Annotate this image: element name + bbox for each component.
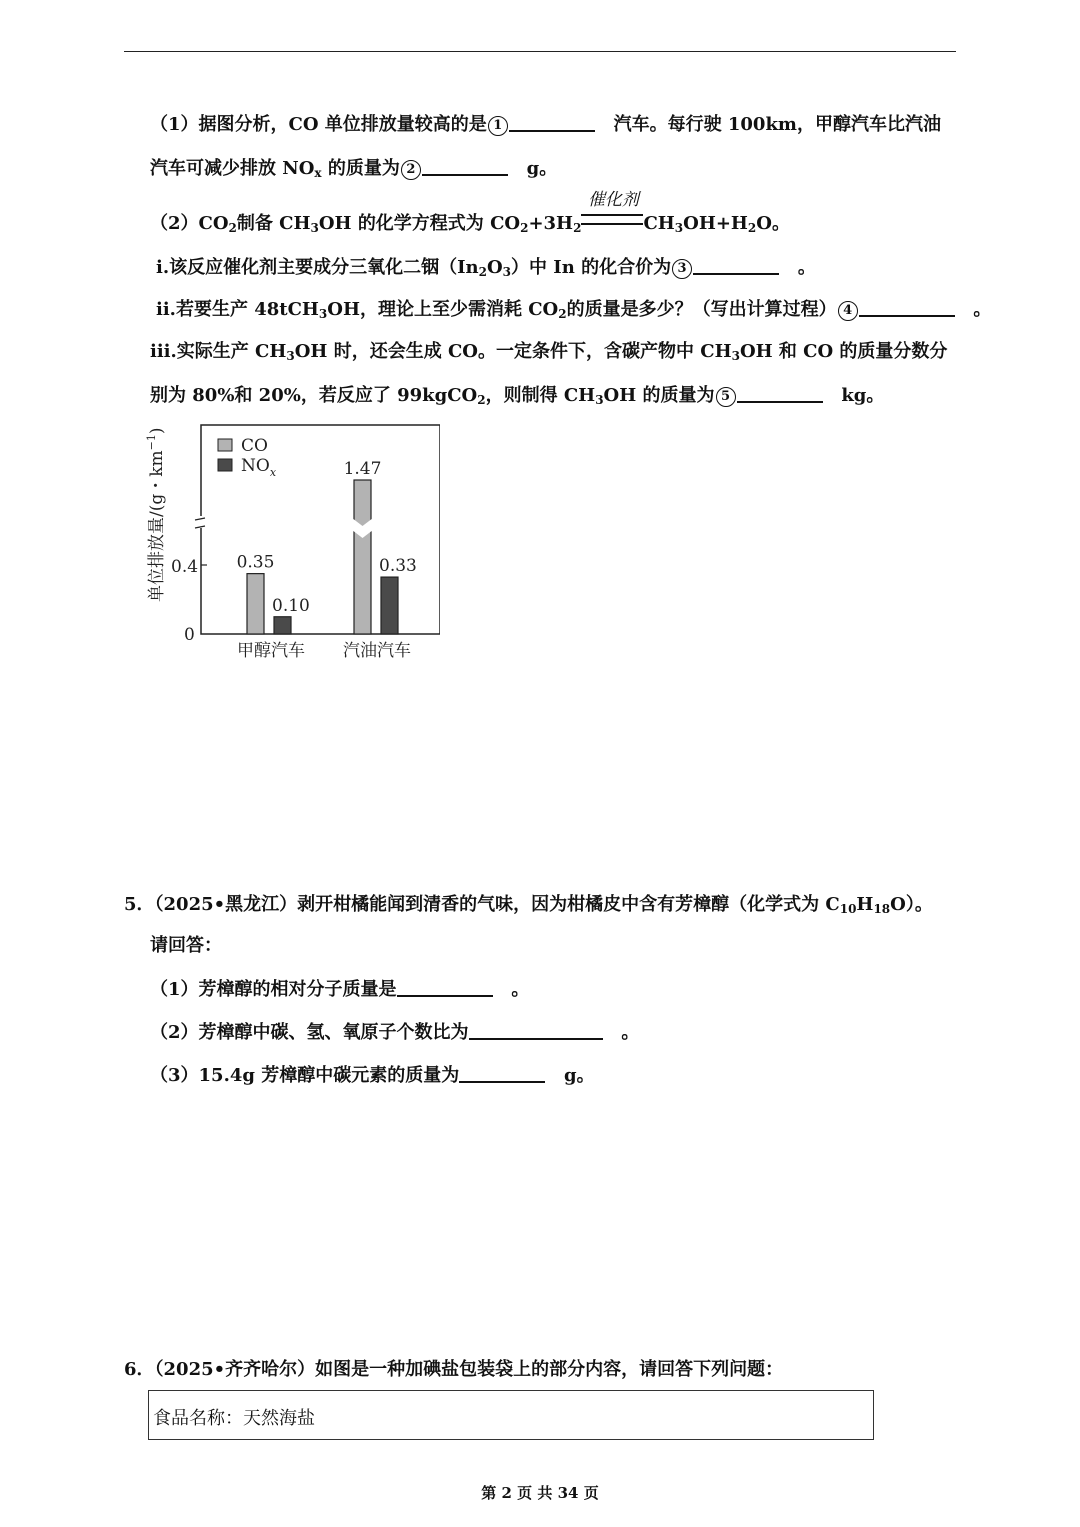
q6-title: 6．（2025•齐齐哈尔）如图是一种加碘盐包装袋上的部分内容，请回答下列问题： <box>124 1359 784 1380</box>
q5-part3: （3）15.4g 芳樟醇中碳元素的质量为 g。 <box>150 1065 595 1086</box>
answer-marker-3: 3 <box>672 259 692 279</box>
legend-label-co: CO <box>241 436 268 456</box>
answer-blank-q5-2[interactable] <box>469 1020 603 1040</box>
q4-part2-equation: $(2)CO_2$制备 $CH_3OH$ 的化学方程式为 $CO_2+3H_2$ 催化剂 $CH_3OH+H_2O$。 <box>150 190 790 235</box>
answer-blank-4[interactable] <box>859 297 955 317</box>
q5-part2: （2）芳樟醇中碳、氢、氧原子个数比为 。 <box>150 1022 640 1043</box>
bar-value-label: 0.10 <box>272 595 310 616</box>
q4-item-ii: ⅱ.若要生产 48tCH$_3$OH，理论上至少需消耗 $CO_2$的质量是多少？（写出计算过程） 4 。 <box>156 299 992 321</box>
bar-value-label: 0.33 <box>379 556 417 577</box>
salt-label-text: 食品名称：天然海盐 <box>153 1408 315 1429</box>
q5-prompt: 请回答： <box>150 935 222 956</box>
y-tick-label: 0.4 <box>171 557 199 577</box>
legend-label-nox: $NO_x$ <box>241 456 277 479</box>
answer-blank-q5-1[interactable] <box>397 977 493 997</box>
catalyst-arrow <box>581 190 643 236</box>
page-footer: 第 2 页 共 34 页 <box>481 1484 599 1502</box>
q4-part1-line1: （1）据图分析，CO 单位排放量较高的是 1 汽车。每行驶 100km，甲醇汽车比汽油 <box>150 114 941 135</box>
q4-item-iii-line1: ⅲ.实际生产 $CH_3OH$ 时，还会生成 CO。一定条件下，含碳产物中 $CH_3OH$ 和 CO 的质量分数分 <box>150 341 948 363</box>
answer-blank-q5-3[interactable] <box>459 1063 545 1083</box>
catalyst-label: 催化剂 <box>587 190 639 210</box>
answer-marker-4: 4 <box>838 301 858 321</box>
bar-co-1 <box>354 480 371 634</box>
bar-nox-0 <box>274 617 291 634</box>
emission-bar-chart <box>140 422 440 668</box>
q4-item-i: ⅰ.该反应催化剂主要成分三氧化二铟$(In_2O_3)$中 In 的化合价为 3 。 <box>156 257 816 279</box>
bar-nox-1 <box>381 577 398 634</box>
answer-marker-2: 2 <box>401 160 421 180</box>
legend <box>218 436 277 479</box>
q5-part1: （1）芳樟醇的相对分子质量是 。 <box>150 979 530 1000</box>
y-axis-label: 单位排放量/(g・$km^{-1}$) <box>145 427 167 602</box>
x-tick-label: 甲醇汽车 <box>237 641 305 661</box>
bar-co-0 <box>247 574 264 634</box>
q5-title: 5．（2025•黑龙江）剥开柑橘能闻到清香的气味，因为柑橘皮中含有芳樟醇（化学式为 $C_{10}H_{18}O$）。 <box>124 894 933 916</box>
bar-value-label: 1.47 <box>343 459 382 479</box>
bar-value-label: 0.35 <box>236 552 275 573</box>
axis-break <box>195 516 206 528</box>
y-tick-label: 0 <box>184 625 195 645</box>
header-rule <box>124 51 956 52</box>
salt-label-box <box>148 1390 874 1440</box>
q4-part1-line2: 汽车可减少排放 $NO_x$ 的质量为 2 g。 <box>150 158 558 180</box>
q4-item-iii-line2: 别为 80%和 20%，若反应了 99kgCO$_2$，则制得 $CH_3OH$ 的质量为 5 kg。 <box>150 385 885 407</box>
legend-swatch-co <box>218 439 232 451</box>
answer-blank-5[interactable] <box>737 383 823 403</box>
answer-blank-1[interactable] <box>509 112 595 132</box>
answer-blank-3[interactable] <box>693 255 779 275</box>
plot-frame <box>201 425 440 634</box>
answer-blank-2[interactable] <box>422 156 508 176</box>
legend-swatch-nox <box>218 459 232 471</box>
answer-marker-5: 5 <box>716 387 736 407</box>
answer-marker-1: 1 <box>488 116 508 136</box>
x-tick-label: 汽油汽车 <box>343 641 411 661</box>
